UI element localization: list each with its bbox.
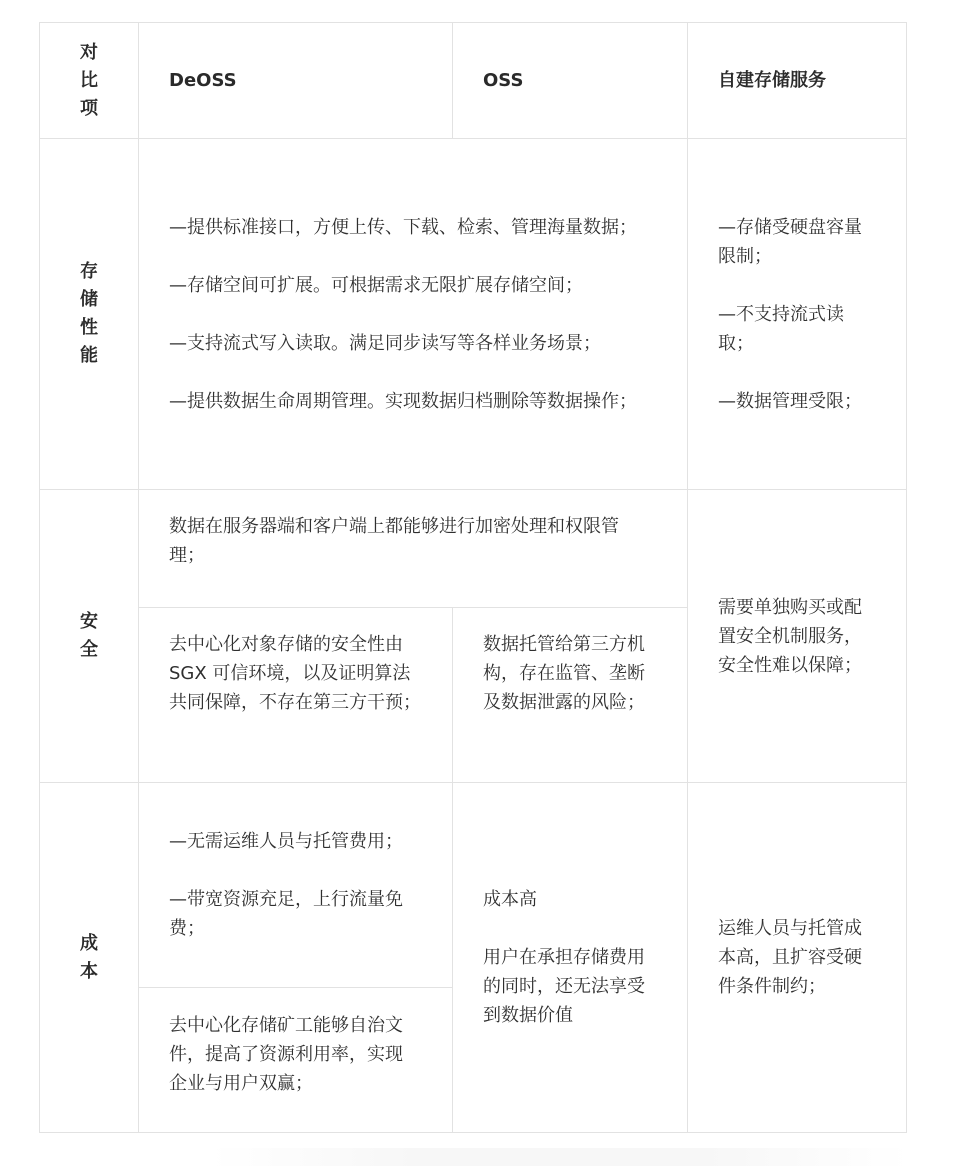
security-label: 安全: [79, 611, 98, 660]
storage-self-point-2: —不支持流式读取；: [718, 303, 844, 354]
cost-row-top: [40, 783, 907, 988]
security-self-built-cell: [688, 490, 907, 783]
storage-self-point-1: —存储受硬盘容量限制；: [718, 216, 862, 267]
security-self-built-text: 需要单独购买或配置安全机制服务，安全性难以保障；: [718, 596, 862, 676]
header-row: [40, 23, 907, 139]
storage-self-point-3: —数据管理受限；: [718, 390, 862, 412]
header-item: [40, 23, 139, 139]
cost-deoss-bottom-cell: [139, 988, 453, 1133]
header-oss: OSS: [453, 23, 688, 139]
cost-deoss-point-1: —无需运维人员与托管费用；: [169, 831, 403, 852]
header-deoss: DeOSS: [139, 23, 453, 139]
security-label-cell: [40, 490, 139, 783]
cost-oss-cell: [453, 783, 688, 1133]
cost-oss-point-2: 用户在承担存储费用的同时，还无法享受到数据价值: [483, 947, 645, 1026]
security-deoss-text: 去中心化对象存储的安全性由SGX 可信环境，以及证明算法共同保障，不存在第三方干预；: [169, 634, 421, 713]
storage-self-built-cell: [688, 139, 907, 490]
cost-label-cell: [40, 783, 139, 1133]
storage-label: 存储性能: [79, 261, 98, 366]
comparison-page: [39, 22, 907, 1133]
cost-deoss-bottom-text: 去中心化存储矿工能够自治文件，提高了资源利用率，实现企业与用户双赢；: [169, 1015, 403, 1094]
security-row-top: [40, 490, 907, 608]
cost-label: 成本: [79, 932, 98, 982]
storage-label-cell: [40, 139, 139, 490]
comparison-table: [39, 22, 907, 1133]
storage-point-2: —存储空间可扩展。可根据需求无限扩展存储空间；: [169, 274, 583, 296]
security-oss-cell: [453, 608, 688, 783]
cost-deoss-point-2: —带宽资源充足，上行流量免费；: [169, 889, 403, 939]
cost-deoss-top-cell: [139, 783, 453, 988]
bottom-shadow: [210, 1148, 910, 1166]
cost-self-built-text: 运维人员与托管成本高，且扩容受硬件条件制约；: [718, 918, 862, 997]
security-shared-cell: [139, 490, 688, 608]
storage-point-4: —提供数据生命周期管理。实现数据归档删除等数据操作；: [169, 390, 637, 412]
security-oss-text: 数据托管给第三方机构，存在监管、垄断及数据泄露的风险；: [483, 634, 645, 713]
cost-self-built-cell: [688, 783, 907, 1133]
storage-point-1: —提供标准接口，方便上传、下载、检索、管理海量数据；: [169, 216, 637, 238]
security-deoss-cell: [139, 608, 453, 783]
cost-oss-point-1: 成本高: [483, 889, 537, 910]
storage-point-3: —支持流式写入读取。满足同步读写等各样业务场景；: [169, 332, 601, 354]
header-item-label: 对比项: [79, 41, 98, 119]
storage-row: [40, 139, 907, 490]
security-shared-text: 数据在服务器端和客户端上都能够进行加密处理和权限管理；: [169, 516, 619, 566]
header-self-built: 自建存储服务: [688, 23, 907, 139]
storage-shared-cell: [139, 139, 688, 490]
